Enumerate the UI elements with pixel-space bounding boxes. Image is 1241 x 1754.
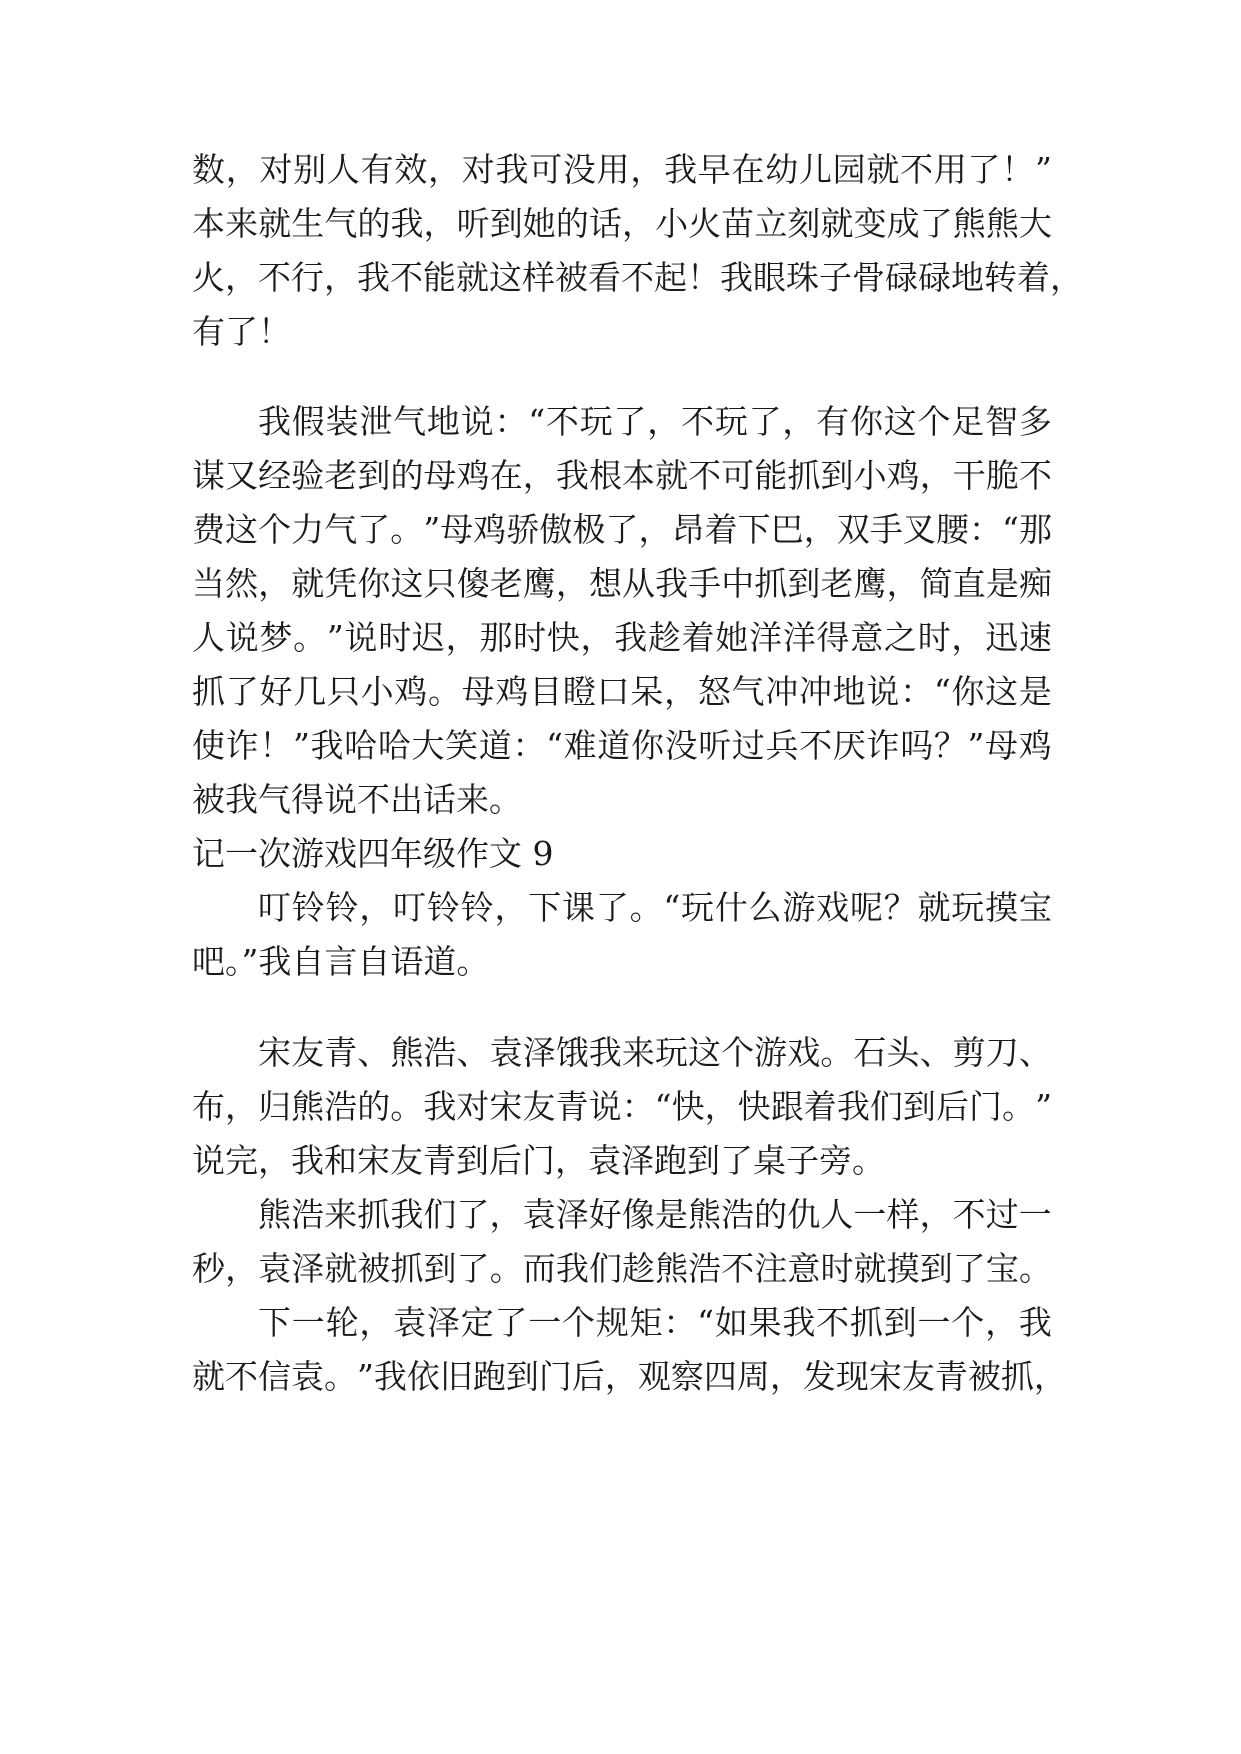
- text-line: 秒 ， 袁 泽 就 被 抓 到 了 。 而 我 们 趁 熊 浩 不 注 意 时 就 摸 到 了 宝 。: [192, 1249, 1052, 1288]
- text-line: 火 ， 不 行 ， 我 不 能 就 这 样 被 看 不 起 ！ 我 眼 珠 子 骨 碌 碌 地 转 着 ，: [192, 258, 1083, 297]
- text-line: 说完，我和宋友青到后门，袁泽跑到了桌子旁。: [192, 1141, 885, 1180]
- text-line: 谋 又 经 验 老 到 的 母 鸡 在 ， 我 根 本 就 不 可 能 抓 到 小 鸡 ， 干 脆 不: [192, 456, 1052, 495]
- paragraph-start: 下 一 轮 ， 袁 泽 定 了 一 个 规 矩 ： “ 如 果 我 不 抓 到 一 个 ， 我: [258, 1303, 1052, 1342]
- paragraph-start: 熊 浩 来 抓 我 们 了 ， 袁 泽 好 像 是 熊 浩 的 仇 人 一 样 ， 不 过 一: [258, 1195, 1052, 1234]
- text-line: 使 诈 ！ ” 我 哈 哈 大 笑 道 ： “ 难 道 你 没 听 过 兵 不 厌 诈 吗 ？ ” 母 鸡: [192, 726, 1052, 765]
- text-line: 费 这 个 力 气 了 。 ” 母 鸡 骄 傲 极 了 ， 昂 着 下 巴 ， 双 手 叉 腰 ： “ 那: [192, 510, 1052, 549]
- text-line: 本 来 就 生 气 的 我 ， 听 到 她 的 话 ， 小 火 苗 立 刻 就 变 成 了 熊 熊 大: [192, 204, 1052, 243]
- text-line: 抓 了 好 几 只 小 鸡 。 母 鸡 目 瞪 口 呆 ， 怒 气 冲 冲 地 说 ： “ 你 这 是: [192, 672, 1052, 711]
- text-line: 吧。”我自言自语道。: [192, 942, 490, 981]
- section-heading: 记一次游戏四年级作文 9: [192, 834, 554, 873]
- text-line: 数 ， 对 别 人 有 效 ， 对 我 可 没 用 ， 我 早 在 幼 儿 园 就 不 用 了 ！ ”: [192, 150, 1052, 189]
- text-line: 被我气得说不出话来。: [192, 780, 522, 819]
- paragraph-start: 叮 铃 铃 ， 叮 铃 铃 ， 下 课 了 。 “ 玩 什 么 游 戏 呢 ？ 就 玩 摸 宝: [258, 888, 1052, 927]
- text-line: 有了！: [192, 312, 291, 351]
- text-line: 人 说 梦 。 ” 说 时 迟 ， 那 时 快 ， 我 趁 着 她 洋 洋 得 意 之 时 ， 迅 速: [192, 618, 1052, 657]
- paragraph-start: 宋 友 青 、 熊 浩 、 袁 泽 饿 我 来 玩 这 个 游 戏 。 石 头 、 剪 刀 、: [258, 1033, 1052, 1072]
- text-line: 布 ， 归 熊 浩 的 。 我 对 宋 友 青 说 ： “ 快 ， 快 跟 着 我 们 到 后 门 。 ”: [192, 1087, 1052, 1126]
- text-line: 当 然 ， 就 凭 你 这 只 傻 老 鹰 ， 想 从 我 手 中 抓 到 老 鹰 ， 简 直 是 痴: [192, 564, 1052, 603]
- paragraph-start: 我 假 装 泄 气 地 说 ： “ 不 玩 了 ， 不 玩 了 ， 有 你 这 个 足 智 多: [258, 402, 1052, 441]
- text-line: 就 不 信 袁 。 ” 我 依 旧 跑 到 门 后 ， 观 察 四 周 ， 发 现 宋 友 青 被 抓 ，: [192, 1357, 1067, 1396]
